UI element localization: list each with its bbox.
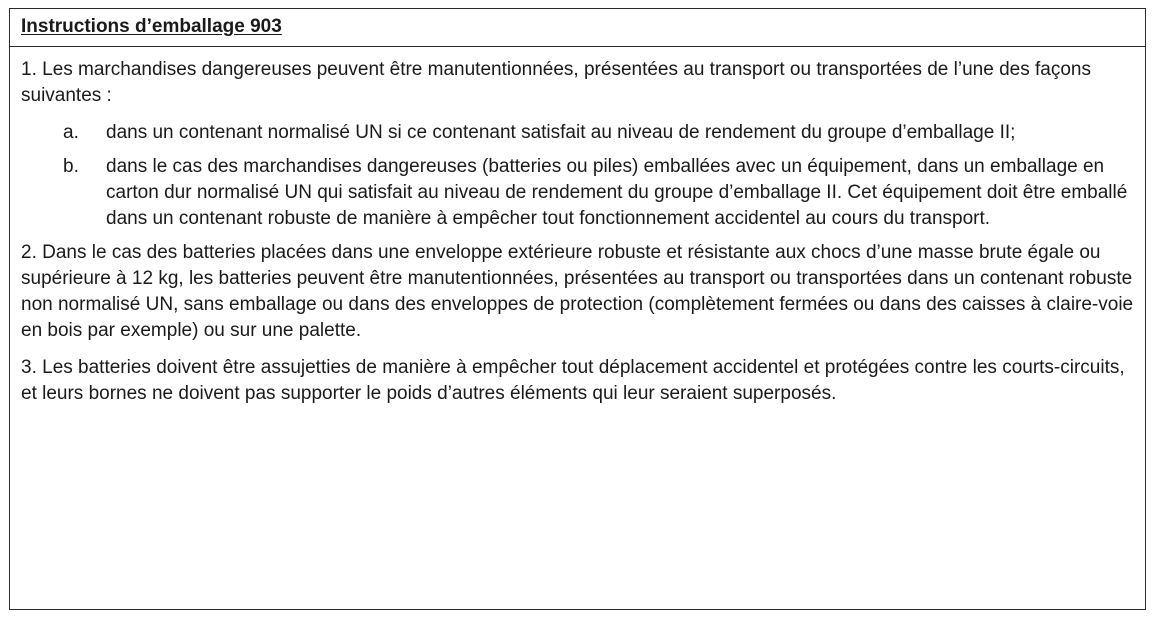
list-item-a-text: dans un contenant normalisé UN si ce contenant satisfait au niveau de rendement du groupe d’emballage II; — [106, 122, 1016, 143]
list-marker-a: a. — [63, 122, 79, 143]
list-item-b-text: dans le cas des marchandises dangereuses (batteries ou piles) emballées avec un équipement, dans un emballage en carton dur normalisé UN qui satisfait au niveau de rendement du groupe d’emballage II. Cet équipement doit être emballé dans un contenant robuste de manière à empêcher tout fonctionnement accidentel au cours du transport. — [106, 156, 1128, 229]
table-body-cell — [10, 47, 1145, 407]
document-title: Instructions d’emballage 903 — [21, 16, 282, 37]
table-header-row — [10, 9, 1145, 47]
paragraph-1: 1. Les marchandises dangereuses peuvent être manutentionnées, présentées au transport ou transportées de l’une des façons suivantes : — [21, 59, 1091, 106]
list-item-b — [63, 154, 1135, 232]
list-item-a — [63, 120, 1135, 146]
paragraph-3: 3. Les batteries doivent être assujetties de manière à empêcher tout déplacement accidentel et protégées contre les courts-circuits, et leurs bornes ne doivent pas supporter le poids d’autres éléments qui leur seraient superposés. — [21, 357, 1125, 404]
packing-instruction-table — [9, 8, 1146, 610]
list-marker-b: b. — [63, 156, 79, 177]
options-list — [21, 120, 1135, 232]
paragraph-2: 2. Dans le cas des batteries placées dans une enveloppe extérieure robuste et résistante aux chocs d’une masse brute égale ou supérieure à 12 kg, les batteries peuvent être manutentionnées, présentées au transport ou transportées dans un contenant robuste non normalisé UN, sans emballage ou dans des enveloppes de protection (complètement fermées ou dans des caisses à claire-voie en bois par exemple) ou sur une palette. — [21, 242, 1134, 341]
